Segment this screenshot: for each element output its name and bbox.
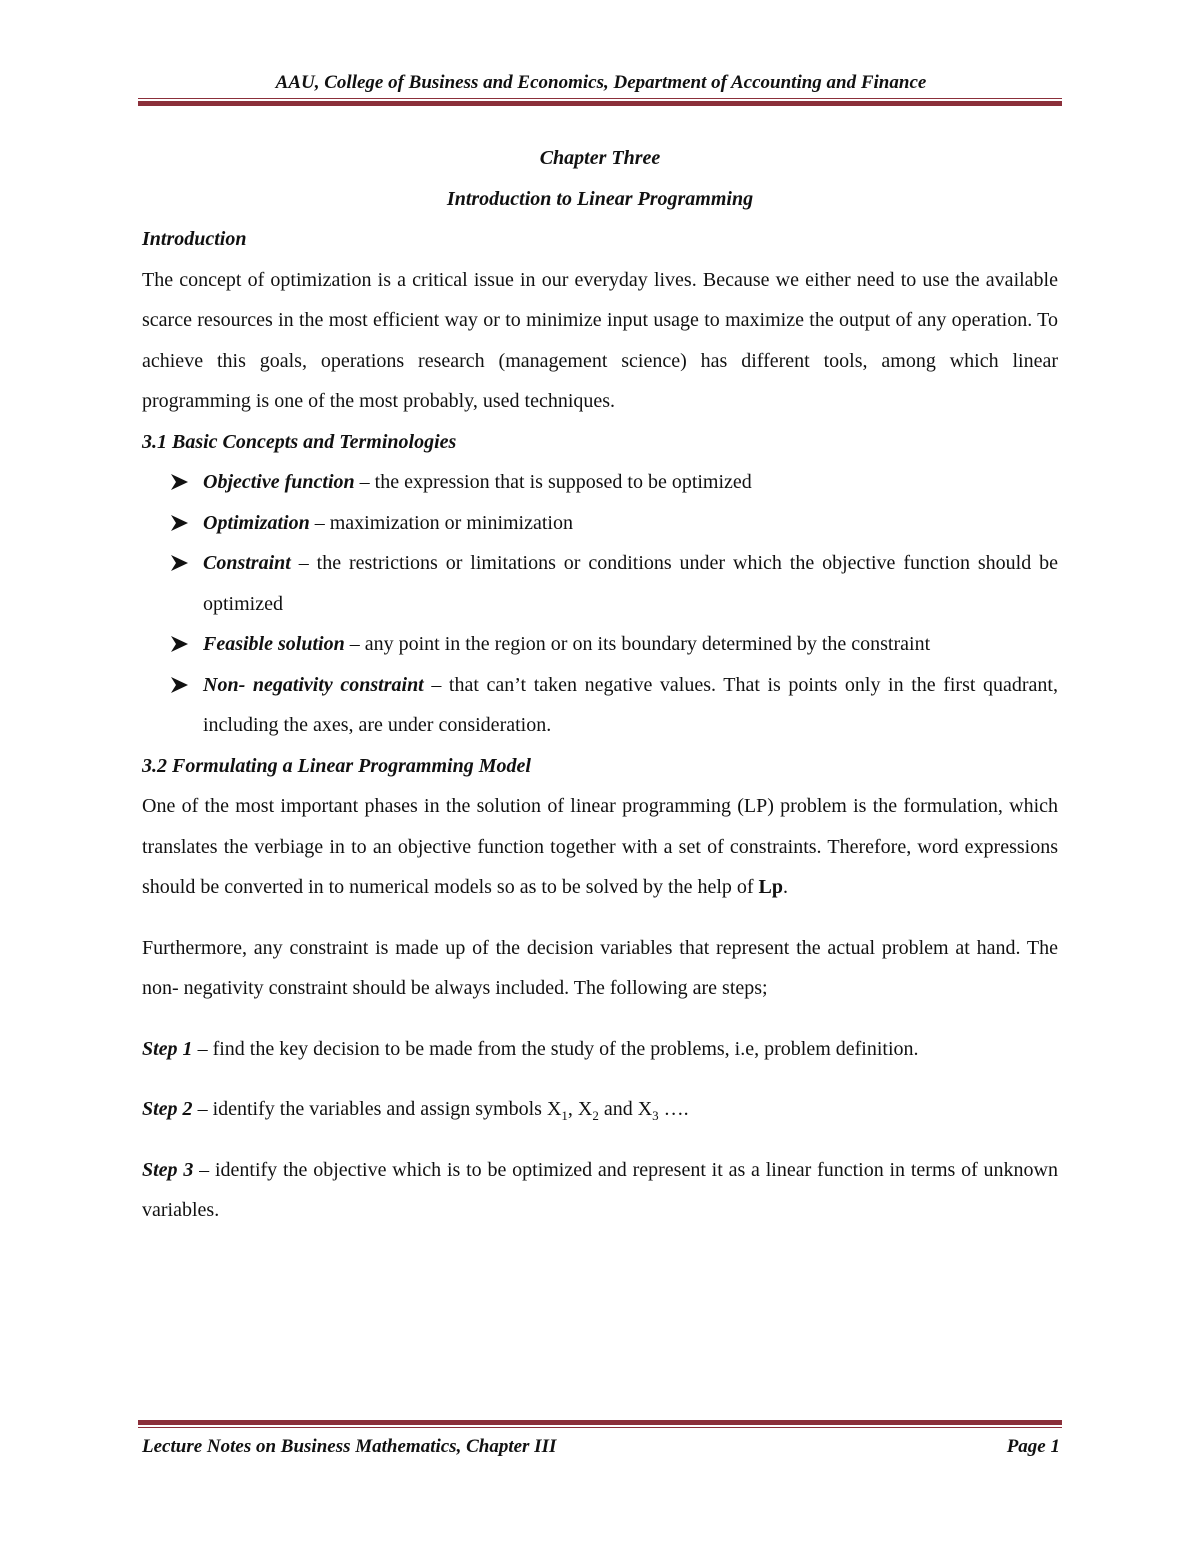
chapter-title: Chapter Three	[539, 147, 661, 169]
list-item	[142, 543, 1058, 624]
term-label: Objective function	[203, 471, 355, 493]
header-rule-thin	[138, 98, 1062, 99]
term-definition: – any point in the region or on its boundary determined by the constraint	[344, 633, 931, 655]
subscript: 2	[592, 1108, 599, 1123]
step-3	[142, 1150, 1058, 1231]
terminology-list	[142, 462, 1058, 746]
step-1	[142, 1029, 1058, 1070]
list-item	[142, 665, 1058, 746]
list-item	[142, 624, 1058, 665]
intro-paragraph: The concept of optimization is a critical issue in our everyday lives. Because we either need to use the available scarce resources in the most efficient way or to minimize input usage to maximize the output of any operation. To achieve this goals, operations research (management science) has different tools, among which linear programming is one of the most probably, used techniques.	[142, 268, 1058, 412]
paragraph-gap	[142, 1009, 1058, 1029]
formulation-paragraph	[142, 786, 1058, 908]
step-text: – identify the variables and assign symbols X	[192, 1098, 562, 1120]
list-item	[142, 503, 1058, 544]
lp-bold-text: Lp	[758, 876, 784, 898]
body-content	[142, 138, 1058, 1231]
page-header: AAU, College of Business and Economics, Department of Accounting and Finance	[275, 72, 927, 93]
intro-heading: Introduction	[142, 228, 247, 250]
term-label: Constraint	[203, 552, 291, 574]
header-rule-thick	[138, 101, 1062, 106]
section-3-2-heading: 3.2 Formulating a Linear Programming Model	[142, 754, 531, 777]
arrow-bullet-icon	[168, 462, 192, 502]
footer-rule-thin	[138, 1427, 1062, 1428]
formulation-text: One of the most important phases in the solution of linear programming (LP) problem is the formulation, which translates the verbiage in to an objective function together with a set of constraints. Therefore, word expressions should be converted in to numerical models so as to be solved by the help of	[142, 795, 1058, 898]
constraint-paragraph: Furthermore, any constraint is made up of the decision variables that represent the actual problem at hand. The non- negativity constraint should be always included. The following are steps;	[142, 936, 1058, 999]
term-label: Feasible solution	[203, 633, 345, 655]
term-definition: – the expression that is supposed to be optimized	[354, 471, 752, 493]
term-label: Non- negativity constraint	[203, 673, 424, 696]
step-text: , X	[567, 1098, 593, 1120]
chapter-subtitle: Introduction to Linear Programming	[446, 187, 754, 210]
arrow-bullet-icon	[168, 503, 192, 543]
term-label: Optimization	[203, 511, 310, 534]
paragraph-gap	[142, 908, 1058, 928]
paragraph-gap	[142, 1069, 1058, 1089]
step-text: – find the key decision to be made from the study of the problems, i.e, problem definition.	[192, 1037, 919, 1060]
paragraph-gap	[142, 1130, 1058, 1150]
step-text: ….	[658, 1098, 689, 1120]
step-label: Step 1	[142, 1037, 193, 1060]
list-item	[142, 462, 1058, 503]
term-definition: – the restrictions or limitations or conditions under which the objective function should be optimized	[203, 552, 1058, 615]
arrow-bullet-icon	[168, 665, 192, 705]
footer-rule-thick	[138, 1420, 1062, 1425]
formulation-text-end: .	[783, 876, 789, 898]
step-text: – identify the objective which is to be optimized and represent it as a linear function in terms of unknown variables.	[142, 1158, 1058, 1221]
arrow-bullet-icon	[168, 543, 192, 583]
term-definition: – maximization or minimization	[309, 511, 573, 534]
subscript: 3	[652, 1108, 659, 1123]
subscript: 1	[561, 1108, 568, 1123]
step-text: and X	[598, 1098, 653, 1120]
section-3-1-heading: 3.1 Basic Concepts and Terminologies	[142, 430, 457, 453]
page-number: Page 1	[1006, 1436, 1060, 1457]
step-label: Step 2	[142, 1098, 193, 1120]
arrow-bullet-icon	[168, 624, 192, 664]
step-label: Step 3	[142, 1158, 194, 1181]
footer-title: Lecture Notes on Business Mathematics, Chapter III	[142, 1436, 557, 1457]
step-2	[142, 1089, 1058, 1130]
term-definition: – that can’t taken negative values. That is points only in the first quadrant, including the axes, are under consideration.	[203, 673, 1058, 736]
